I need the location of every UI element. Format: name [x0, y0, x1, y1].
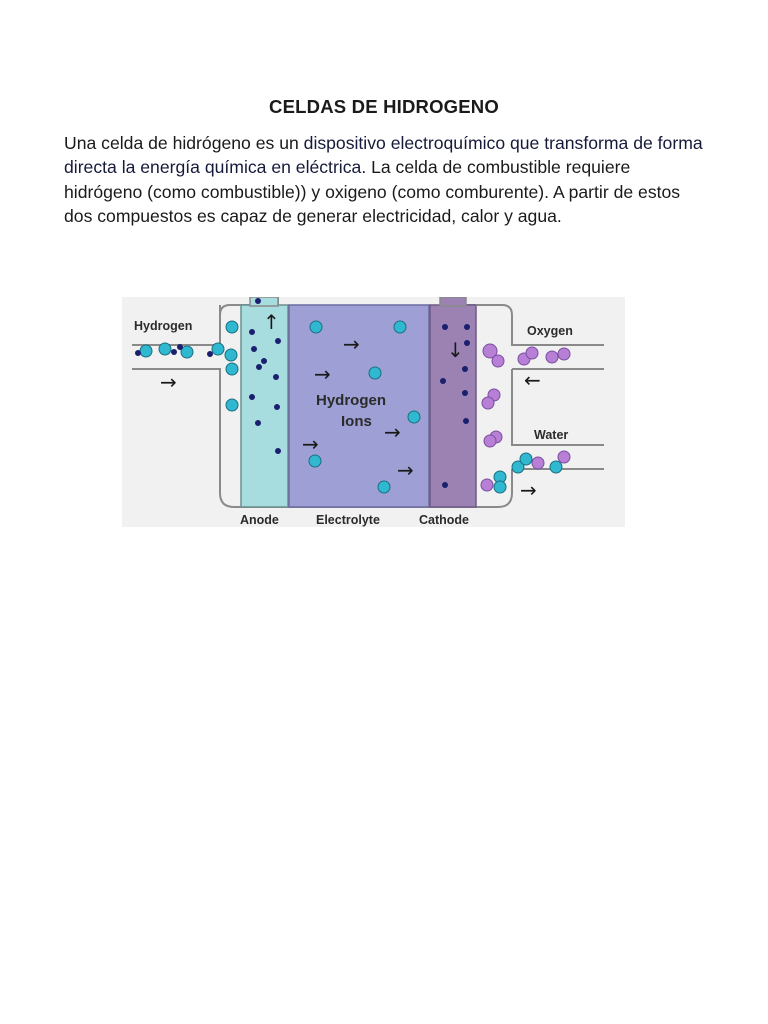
anode-terminal: [250, 297, 278, 306]
anode-layer: [241, 305, 288, 507]
cathode-terminal: [440, 297, 466, 306]
water-label: Water: [534, 428, 569, 442]
paragraph-link-text[interactable]: dispositivo electroquímico que transforma de forma directa la energía química en eléctrica: [64, 133, 703, 178]
electrolyte-label: Electrolyte: [316, 513, 380, 527]
ion-flow-arrow-5: →: [397, 458, 414, 482]
hydrogen-inflow-arrow: →: [160, 370, 177, 394]
ion-flow-arrow-1: →: [343, 332, 360, 356]
ion-flow-arrow-3: →: [384, 420, 401, 444]
electron-up-arrow: ↑: [263, 310, 280, 334]
cathode-label: Cathode: [419, 513, 469, 527]
hydrogen-ions-label-line2: Ions: [341, 413, 372, 430]
hydrogen-label: Hydrogen: [134, 319, 193, 333]
fuel-cell-diagram: [122, 297, 625, 527]
paragraph-text-end: . La celda de combustible requiere hidrógeno (como combustible)) y oxigeno (como comburente). A partir de estos dos compuestos es capaz de generar electricidad, calor y agua.: [64, 157, 681, 227]
oxygen-label: Oxygen: [527, 324, 573, 338]
paragraph-text-start: Una celda de hidrógeno es un: [64, 133, 304, 153]
oxygen-inflow-arrow: ←: [524, 368, 541, 392]
ion-flow-arrow-4: →: [302, 432, 319, 456]
body-paragraph: [64, 131, 706, 229]
water-outflow-arrow: →: [520, 478, 537, 502]
electron-down-arrow: ↓: [447, 338, 464, 362]
page-title: CELDAS DE HIDROGENO: [269, 96, 499, 117]
fuel-cell-svg: [122, 297, 625, 527]
anode-label: Anode: [240, 513, 279, 527]
ion-flow-arrow-2: →: [314, 362, 331, 386]
hydrogen-ions-label-line1: Hydrogen: [316, 392, 387, 409]
cathode-layer: [430, 305, 476, 507]
